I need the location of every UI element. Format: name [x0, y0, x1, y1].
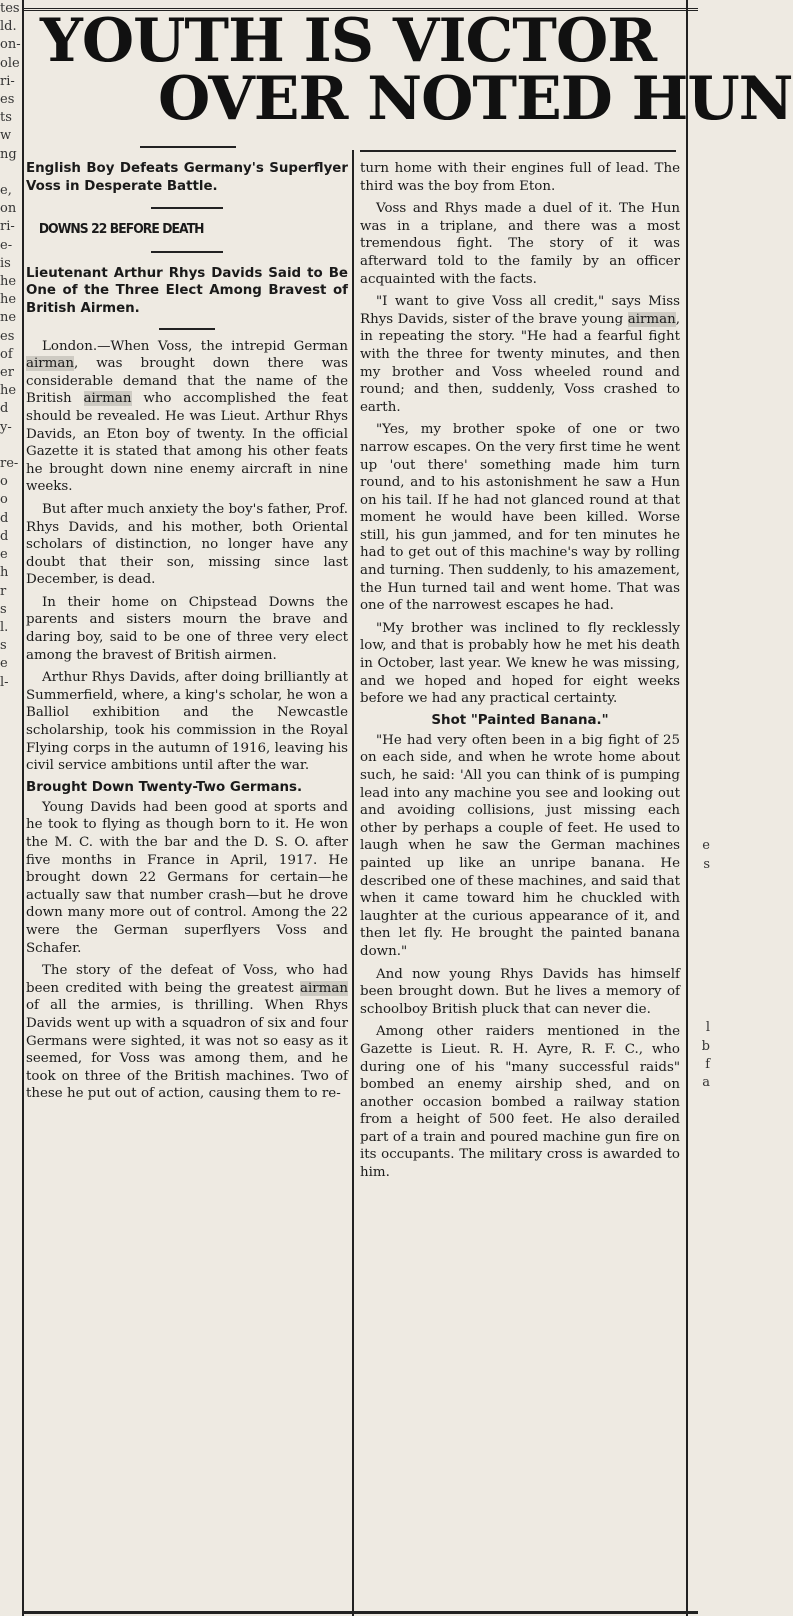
deck-divider	[151, 251, 223, 253]
fragment-line	[698, 746, 710, 764]
left-column-rule	[22, 0, 24, 1616]
paragraph: "Yes, my brother spoke of one or two narrow escapes. On the very first time he went up 'out there' something made him turn round, and to his astonishment he saw a Hun on his tail. If he had not glanced round at that moment he would have been killed. Worse still, his gun jammed, and for ten minutes he had to get out of this machine's way by rolling and turning. Then suddenly, to his amazement, the Hun turned tail and went home. That was one of the narrowest escapes he had.	[360, 422, 680, 614]
fragment-line: o	[0, 474, 8, 490]
paragraph: "I want to give Voss all credit," says Miss Rhys Davids, sister of the brave young airman, in repeating the story. "He had a fearful fight with the three for twenty minutes, and then my brother and Voss wheeled round and round; and then, suddenly, Voss crashed to earth.	[360, 294, 680, 415]
fragment-line: d	[0, 510, 9, 526]
highlighted-word: airman	[627, 311, 676, 327]
fragment-line	[698, 164, 710, 182]
fragment-line: e	[0, 547, 8, 563]
right-column-fragments	[698, 0, 710, 1616]
fragment-line	[0, 437, 18, 455]
fragment-line: h	[0, 565, 9, 581]
fragment-line: l	[705, 1020, 710, 1036]
fragment-line	[698, 947, 710, 965]
fragment-line: l-	[0, 674, 9, 690]
paragraph: In their home on Chipstead Downs the parents and sisters mourn the brave and daring boy, said to be one of three very elect among the bravest of British airmen.	[26, 594, 348, 663]
fragment-line: is	[0, 255, 11, 271]
fragment-line	[698, 1110, 710, 1128]
fragment-line: a	[702, 1074, 710, 1090]
fragment-line: w	[0, 128, 12, 144]
paragraph: Voss and Rhys made a duel of it. The Hun was in a triplane, and there was a most tremendous fight. The story of it was afterward told to the family by an officer acquainted with the facts.	[360, 201, 680, 287]
fragment-line	[698, 874, 710, 892]
fragment-line: ne	[0, 310, 17, 326]
fragment-line: he	[0, 383, 17, 399]
fragment-line	[698, 983, 710, 1001]
fragment-line	[698, 728, 710, 746]
highlighted-word: airman	[300, 980, 348, 996]
article-column-1	[26, 160, 348, 1612]
fragment-line	[698, 146, 710, 164]
fragment-line: ole	[0, 55, 20, 71]
fragment-line	[698, 182, 710, 200]
left-column-fragments	[0, 0, 21, 1616]
paragraph: But after much anxiety the boy's father, Prof. Rhys Davids, and his mother, both Oriental scholars of distinction, no longer have any doubt that their son, missing since last December, is dead.	[26, 501, 348, 588]
highlighted-word: airman	[83, 391, 132, 407]
deck-divider	[159, 328, 215, 330]
fragment-line: e,	[0, 183, 12, 199]
fragment-line: es	[0, 328, 15, 344]
fragment-line: b	[701, 1038, 710, 1054]
fragment-line	[0, 164, 18, 182]
fragment-line: o	[0, 492, 8, 508]
fragment-line: es	[0, 92, 15, 108]
fragment-line	[698, 255, 710, 273]
fragment-line	[698, 291, 710, 309]
fragment-line	[698, 965, 710, 983]
fragment-line	[698, 382, 710, 400]
deck-english-boy: English Boy Defeats Germany's Superflyer Voss in Desperate Battle.	[26, 161, 348, 194]
fragment-line: e-	[0, 237, 13, 253]
fragment-line: s	[703, 856, 710, 872]
fragment-line: he	[0, 274, 17, 290]
fragment-line	[698, 328, 710, 346]
fragment-line	[698, 36, 710, 54]
fragment-line	[698, 473, 710, 491]
fragment-line	[698, 765, 710, 783]
fragment-line: l.	[0, 619, 9, 635]
fragment-line: s	[0, 601, 7, 617]
fragment-line	[698, 346, 710, 364]
fragment-line	[698, 273, 710, 291]
fragment-line	[698, 491, 710, 509]
fragment-line	[698, 637, 710, 655]
fragment-line	[0, 692, 18, 710]
paragraph: London.—When Voss, the intrepid German airman, was brought down there was considerable demand that the name of the British airman who accomplished the feat should be revealed. He was Lieut. Arthur Rhys Davids, an Eton boy of twenty. In the official Gazette it is stated that among his other feats he brought down nine enemy aircraft in nine weeks.	[26, 338, 348, 495]
fragment-line: of	[0, 346, 13, 362]
subheading: Shot "Painted Banana."	[431, 712, 609, 728]
fragment-line	[0, 801, 18, 819]
paragraph: "He had very often been in a big fight of 25 on each side, and when he wrote home about such, he said: 'All you can think of is pumping lead into any machine you see and looking out and avoiding collisions, just missing each other by perhaps a couple of feet. He used to laugh when he saw the German machines painted up like an unripe banana. He described one of these machines, and said that when it came toward him he chuckled with laughter at the curious appearance of it, and then let fly. He brought the painted banana down."	[360, 732, 680, 959]
headline-line-1: YOUTH IS VICTOR	[40, 6, 657, 76]
fragment-line	[698, 619, 710, 637]
fragment-line	[698, 674, 710, 692]
paragraph: Among other raiders mentioned in the Gazette is Lieut. R. H. Ayre, R. F. C., who during one of his "many successful raids" bombed an enemy airship shed, and on another occasion bombed a railway station from a height of 500 feet. He also derailed part of a train and poured machine gun fire on its occupants. The military cross is awarded to him.	[360, 1024, 680, 1181]
fragment-line	[0, 710, 18, 728]
fragment-line: f	[705, 1056, 710, 1072]
paragraph: Arthur Rhys Davids, after doing brilliantly at Summerfield, where, a king's scholar, he won a Balliol exhibition and the Newcastle scholarship, took his commission in the Royal Flying corps in the autumn of 1916, leaving his civil service ambitions until after the war.	[26, 670, 348, 774]
fragment-line: ts	[0, 110, 12, 126]
fragment-line: d	[0, 528, 9, 544]
fragment-line	[0, 765, 18, 783]
subheading: Brought Down Twenty-Two Germans.	[26, 779, 303, 795]
fragment-line	[698, 1001, 710, 1019]
deck-lieutenant: Lieutenant Arthur Rhys Davids Said to Be One of the Three Elect Among Bravest of British Airmen.	[26, 265, 348, 316]
article-column-2	[360, 160, 680, 1612]
right-column-rule	[686, 0, 688, 1616]
deck-downs-22: DOWNS 22 BEFORE DEATH	[38, 222, 204, 238]
paragraph: And now young Rhys Davids has himself been brought down. But he lives a memory of schoolboy British pluck that can never die.	[360, 966, 680, 1017]
fragment-line: d	[0, 401, 9, 417]
fragment-line	[698, 692, 710, 710]
fragment-line: tes	[0, 1, 20, 16]
fragment-line	[698, 783, 710, 801]
fragment-line: e	[0, 656, 8, 672]
fragment-line	[698, 419, 710, 437]
fragment-line	[698, 564, 710, 582]
fragment-line	[698, 218, 710, 236]
fragment-line	[698, 710, 710, 728]
fragment-line	[698, 655, 710, 673]
fragment-line	[698, 546, 710, 564]
fragment-line	[698, 18, 710, 36]
fragment-line: ld.	[0, 19, 17, 35]
fragment-line	[698, 0, 710, 18]
fragment-line	[698, 510, 710, 528]
fragment-line: e	[702, 838, 710, 854]
headline-divider-right	[360, 150, 676, 152]
fragment-line	[0, 783, 18, 801]
fragment-line	[0, 728, 18, 746]
fragment-line: s	[0, 638, 7, 654]
fragment-line	[698, 237, 710, 255]
headline-divider-left	[140, 146, 236, 148]
fragment-line: r	[0, 583, 7, 599]
fragment-line	[698, 910, 710, 928]
fragment-line	[698, 200, 710, 218]
fragment-line	[698, 1092, 710, 1110]
highlighted-word: airman	[26, 356, 74, 372]
fragment-line: he	[0, 292, 17, 308]
headline-line-2: OVER NOTED HUN	[158, 64, 793, 134]
fragment-line	[698, 583, 710, 601]
fragment-line: ng	[0, 146, 17, 162]
fragment-line	[0, 746, 18, 764]
fragment-line	[698, 928, 710, 946]
center-column-rule	[352, 150, 354, 1616]
fragment-line: ri-	[0, 219, 15, 235]
paragraph: Young Davids had been good at sports and he took to flying as though born to it. He won the M. C. with the bar and the D. S. O. after five months in France in April, 1917. He brought down 22 Germans for certain—he actually saw that number crash—but he drove down many more out of control. Among the 22 were the German superflyers Voss and Schafer.	[26, 799, 348, 956]
fragment-line	[698, 455, 710, 473]
fragment-line: er	[0, 365, 14, 381]
fragment-line	[698, 892, 710, 910]
fragment-line: re-	[0, 456, 19, 472]
fragment-line	[698, 364, 710, 382]
paragraph: The story of the defeat of Voss, who had been credited with being the greatest airman of all the armies, is thrilling. When Rhys Davids went up with a squadron of six and four Germans were sighted, it was not so easy as it seemed, for Voss was among them, and he took on three of the British machines. Two of these he put out of action, causing them to re-	[26, 963, 348, 1102]
paragraph: "My brother was inclined to fly recklessly low, and that is probably how he met his death in October, last year. We knew he was missing, and we hoped and hoped for eight weeks before we had any practical certainty.	[360, 620, 680, 707]
fragment-line: ri-	[0, 73, 15, 89]
fragment-line	[698, 437, 710, 455]
fragment-line: on-	[0, 37, 21, 53]
fragment-line: y-	[0, 419, 12, 435]
fragment-line	[698, 801, 710, 819]
fragment-line	[698, 528, 710, 546]
fragment-line	[698, 819, 710, 837]
fragment-line	[698, 601, 710, 619]
fragment-line	[698, 309, 710, 327]
fragment-line	[698, 400, 710, 418]
paragraph: turn home with their engines full of lead. The third was the boy from Eton.	[360, 161, 680, 194]
deck-divider	[151, 207, 223, 209]
fragment-line: on	[0, 201, 17, 217]
